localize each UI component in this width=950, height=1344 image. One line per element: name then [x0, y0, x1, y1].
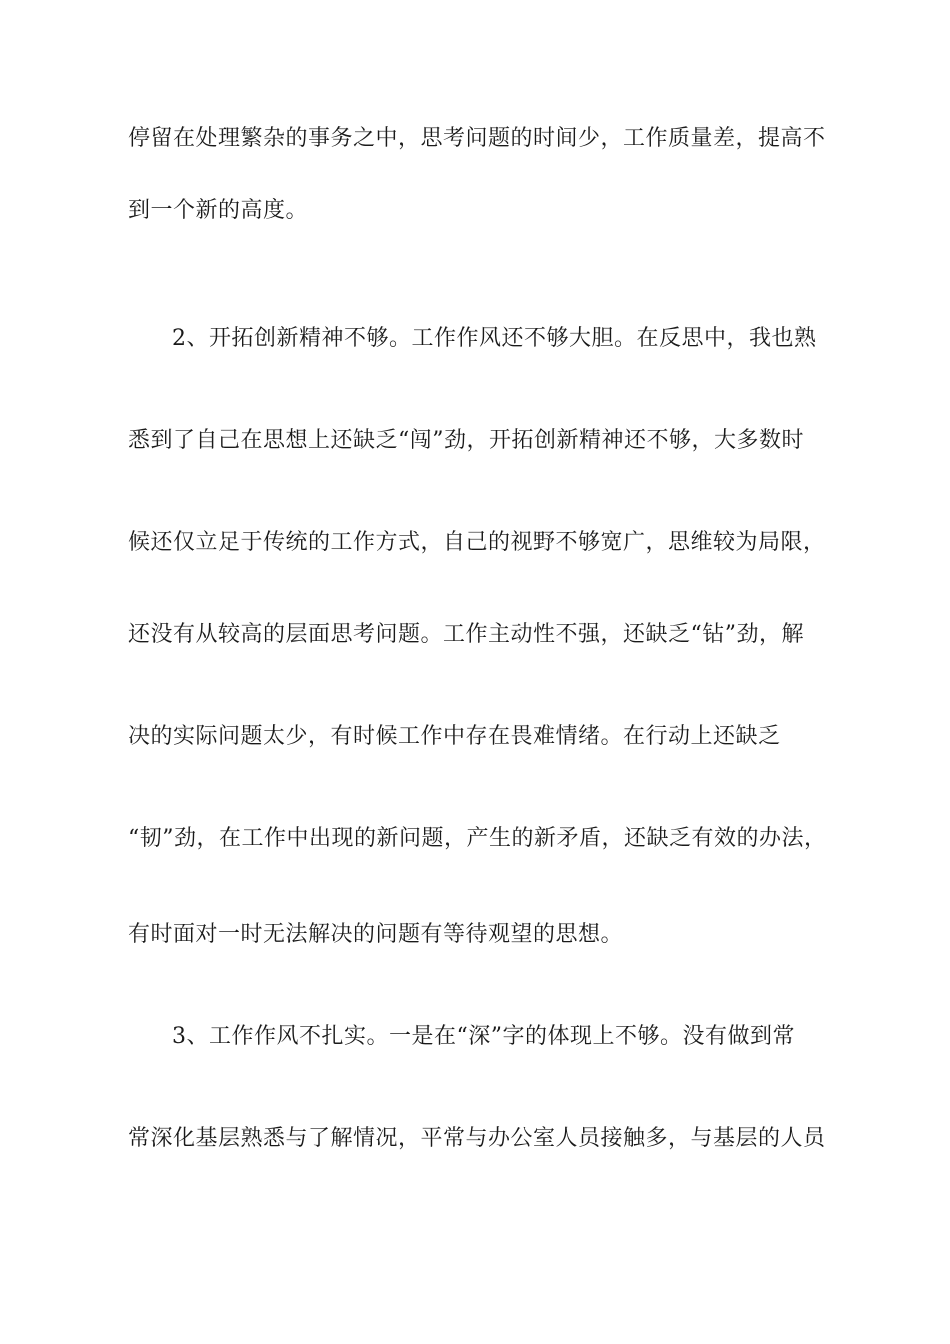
paragraph-2-line-2: 悉到了自己在思想上还缺乏“闯”劲，开拓创新精神还不够，大多数时 — [128, 428, 804, 453]
paragraph-2-line-3: 候还仅立足于传统的工作方式，自己的视野不够宽广，思维较为局限， — [128, 530, 826, 555]
paragraph-2-line-6: “韧”劲，在工作中出现的新问题，产生的新矛盾，还缺乏有效的办法， — [128, 826, 827, 851]
paragraph-3-line-1: 3、工作作风不扎实。一是在“深”字的体现上不够。没有做到常 — [172, 1024, 795, 1049]
paragraph-2-line-4: 还没有从较高的层面思考问题。工作主动性不强，还缺乏“钻”劲，解 — [128, 622, 804, 647]
paragraph-2-line-1: 2、开拓创新精神不够。工作作风还不够大胆。在反思中，我也熟 — [172, 326, 817, 351]
text-line-2: 到一个新的高度。 — [128, 198, 309, 223]
paragraph-2-line-7: 有时面对一时无法解决的问题有等待观望的思想。 — [128, 922, 624, 947]
paragraph-2-line-5: 决的实际问题太少，有时候工作中存在畏难情绪。在行动上还缺乏 — [128, 724, 781, 749]
text-line-1: 停留在处理繁杂的事务之中，思考问题的时间少，工作质量差，提高不 — [128, 126, 826, 151]
paragraph-3-line-2: 常深化基层熟悉与了解情况，平常与办公室人员接触多，与基层的人员 — [128, 1126, 826, 1151]
